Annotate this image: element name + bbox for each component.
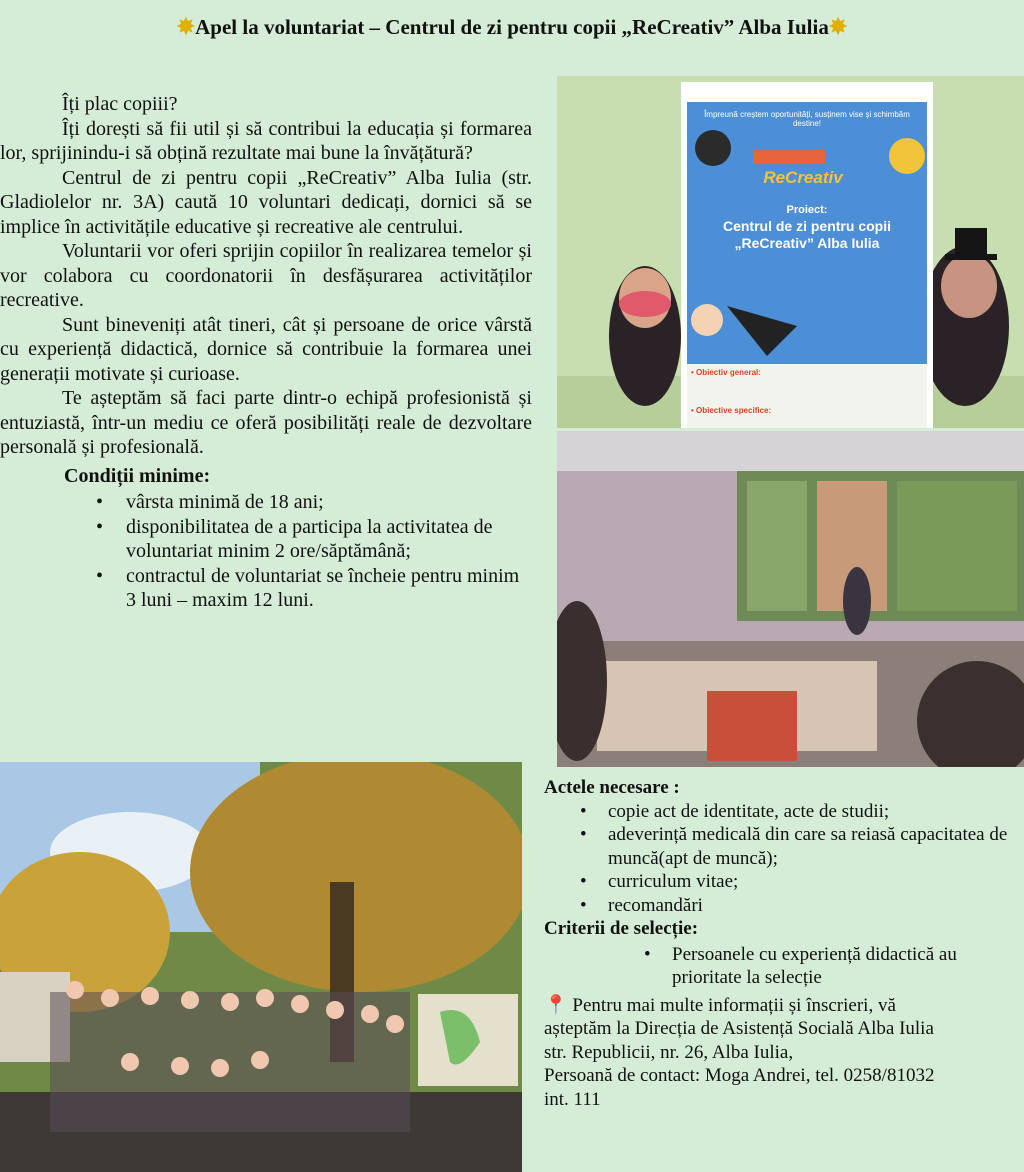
poster-objective-specific: • Obiective specifice: [691,406,772,415]
star-icon: ✸ [828,14,848,39]
list-item: • copie act de identitate, acte de studii; [608,800,1024,824]
intro-paragraph: Te așteptăm să faci parte dintr-o echipă profesionistă și entuziastă, într-un mediu ce oferă posibilități reale de dezvoltare personală și profesională. [0,387,532,458]
poster-project-title: Centrul de zi pentru copii „ReCreativ” Alba Iulia [722,218,891,251]
group-illustration [0,762,522,1172]
documents-list [544,800,1024,918]
list-item: • disponibilitatea de a participa la activitatea de voluntariat minim 2 ore/săptămână; [126,515,532,564]
page-title: ✸Apel la voluntariat – Centrul de zi pentru copii „ReCreativ” Alba Iulia✸ [176,14,848,39]
poster-objective-general: • Obiectiv general: [691,368,761,377]
conditions-heading: Condiții minime: [64,464,211,487]
contact-line: 📍 Pentru mai multe informații și înscrieri, vă [544,994,896,1016]
intro-section [0,92,532,613]
pin-icon: 📍 [544,994,568,1016]
intro-paragraph: Voluntarii vor oferi sprijin copiilor în realizarea temelor și vor colabora cu coordonatorii în desfășurarea activităților recreative. [0,240,532,311]
intro-paragraph: Centrul de zi pentru copii „ReCreativ” Alba Iulia (str. Gladiolelor nr. 3A) caută 10 voluntari dedicați, dornici să se implice în activitățile educative și recreative ale centrului. [0,166,532,238]
intro-paragraph: Sunt bineveniți atât tineri, cât și persoane de orice vârstă cu experiență didactică, dornice să contribuie la formarea unei generații motivate și curioase. [0,313,532,385]
criteria-list [544,943,1024,990]
list-item: • Persoanele cu experiență didactică au prioritate la selecție [672,943,1024,990]
poster-label: Proiect: [786,204,828,216]
contact-line: Persoană de contact: Moga Andrei, tel. 0258/81032 [544,1065,935,1086]
classroom-illustration [557,431,1024,767]
poster-brand: ReCreativ [763,168,843,187]
intro-paragraph: Îți dorești să fii util și să contribui la educația și formarea lor, sprijinindu-i să obțină rezultate mai bune la învățătură? [0,117,532,164]
list-item: • contractul de voluntariat se încheie pentru minim 3 luni – maxim 12 luni. [126,564,532,613]
contact-line: str. Republicii, nr. 26, Alba Iulia, [544,1041,794,1063]
group-photo [0,762,522,1172]
contact-line: int. 111 [544,1088,601,1110]
list-item: • adeverință medicală din care sa reiasă capacitatea de muncă(apt de muncă); [608,823,1024,870]
right-column [544,776,1024,1111]
contact-line: așteptăm la Direcția de Asistență Socială Alba Iulia [544,1018,934,1039]
list-item: • vârsta minimă de 18 ani; [126,490,532,515]
poster-slogan: Împreună creștem oportunități, susținem vise și schimbăm destine! [704,110,910,128]
poster-illustration [557,76,1024,428]
conditions-list [0,490,532,613]
criteria-heading: Criterii de selecție: [544,918,699,939]
poster-photo [557,76,1024,428]
classroom-photo [557,431,1024,767]
list-item: • recomandări [608,894,1024,918]
intro-question: Îți plac copiii? [62,93,178,115]
documents-heading: Actele necesare : [544,777,680,798]
list-item: • curriculum vitae; [608,870,1024,894]
star-icon: ✸ [176,14,196,39]
